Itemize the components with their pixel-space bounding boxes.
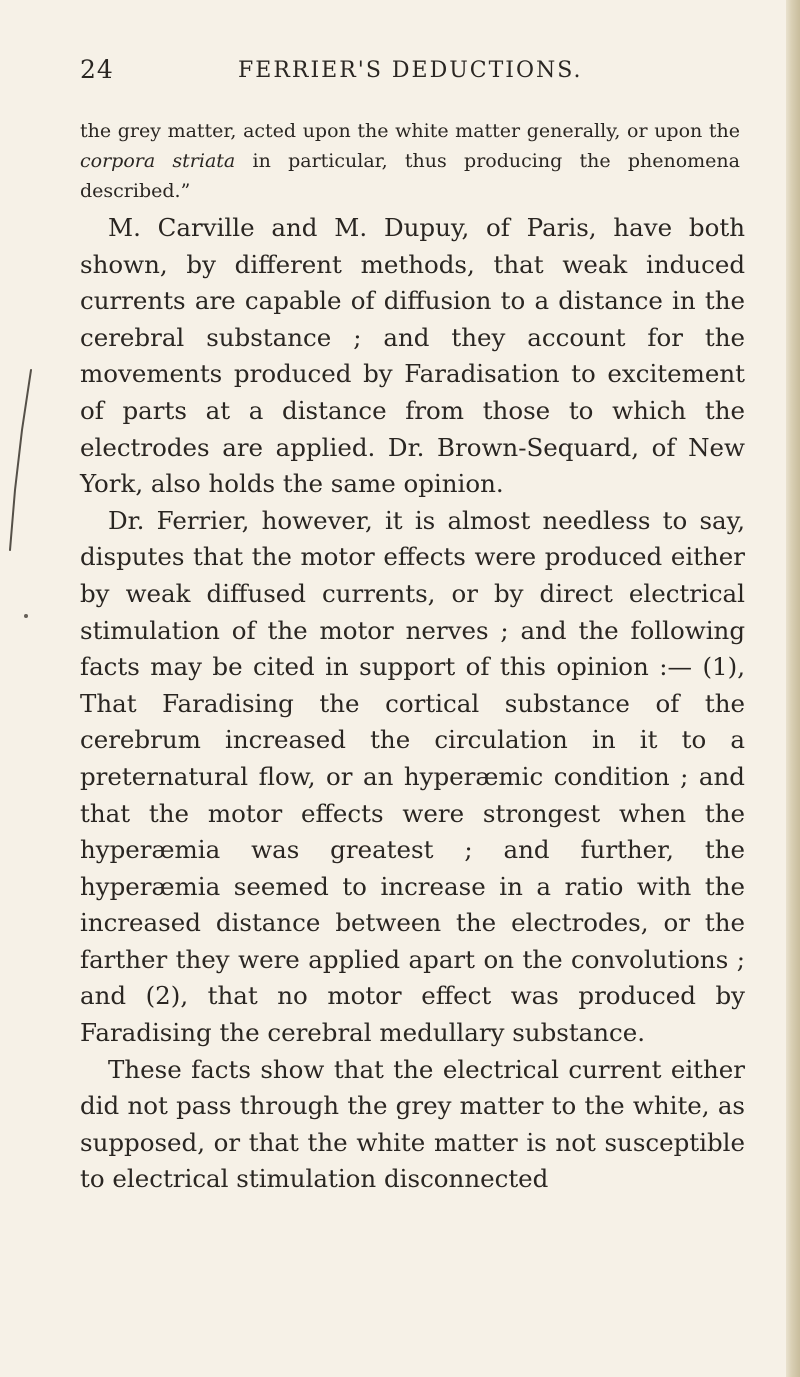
- quoted-passage: [80, 116, 740, 206]
- quote-paragraph: [80, 116, 740, 206]
- quote-text-start: the grey matter, acted upon the white matter generally, or upon the: [80, 120, 740, 142]
- paragraph-carville-dupuy: M. Carville and M. Dupuy, of Paris, have both shown, by different methods, that weak induced currents are capable of diffusion to a distance in the cerebral substance ; and they account for the movements produced by Faradisation to excitement of parts at a distance from those to which the electrodes are applied. Dr. Brown-Sequard, of New York, also holds the same opinion.: [80, 213, 745, 499]
- quote-italic-term: corpora striata: [80, 150, 236, 172]
- paragraph-facts: These facts show that the electrical current either did not pass through the grey matter to the white, as supposed, or that the white matter is not susceptible to electrical stimulation disconnected: [80, 1054, 745, 1194]
- running-head: FERRIER'S DEDUCTIONS.: [238, 58, 583, 83]
- page-edge-shadow: [786, 0, 800, 1377]
- paragraph-ferrier: Dr. Ferrier, however, it is almost needless to say, disputes that the motor effects were produced either by weak diffused currents, or by direct electrical stimulation of the motor nerves ; and the following facts may be cited in support of this opinion :— (1), That Faradising the cortical substance of the cerebrum increased the circulation in it to a preternatural flow, or an hyperæmic condition ; and that the motor effects were strongest when the hyperæmia was greatest ; and further, the hyperæmia seemed to increase in a ratio with the increased distance between the electrodes, or the farther they were applied apart on the convolutions ; and (2), that no motor effect was produced by Faradising the cerebral medullary substance.: [80, 505, 745, 1048]
- pencil-margin-mark: [0, 300, 40, 620]
- quote-text-end: in particular, thus producing the phenomena described.”: [80, 150, 740, 202]
- page-number: 24: [80, 55, 114, 84]
- body-text: [80, 210, 745, 1198]
